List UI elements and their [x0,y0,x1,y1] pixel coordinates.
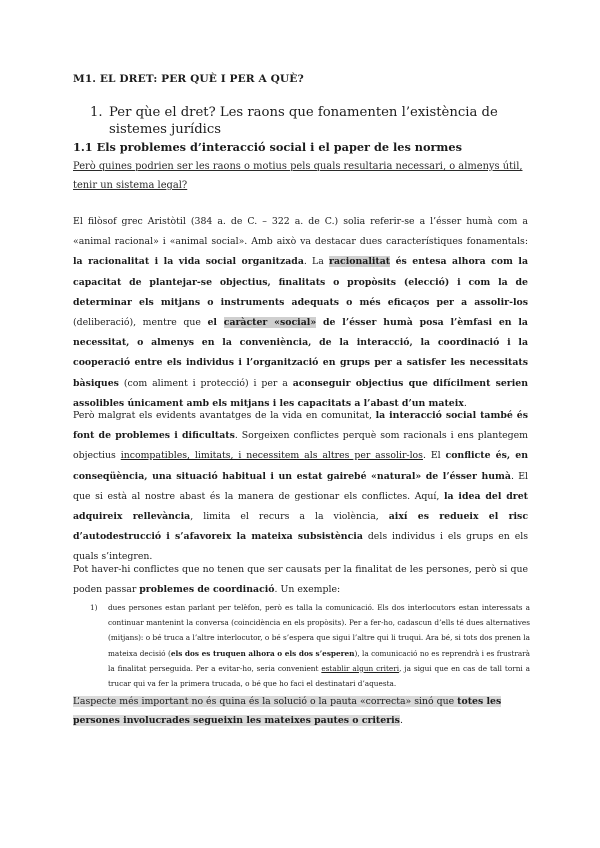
text-run: . La [303,256,330,268]
text-run: . Sorgeixen conflictes perquè som racionals i ens plantegem objectius [73,430,528,462]
bold-run: és entesa alhora com la capacitat de plantejar-se objectius, finalitats o propòsits (elecció) i com la de determinar els mitjans o instruments adequats o més eficaços per a assolir-los [73,256,529,308]
text-run: Pot haver-hi conflictes que no tenen que ser causats per la finalitat de les persones, però si que poden passar [73,564,528,596]
text-run: ), la comunicació no es reprendrà i es frustrarà la finalitat perseguida. Per a evitar-ho, seria convenient [108,648,531,673]
paragraph-conflict [73,406,528,568]
example-text [90,600,530,691]
highlighted-term: caràcter «social» [223,317,317,329]
text-run: . El que si està al nostre abast és la manera de gestionar els conflictes. Aquí, [73,470,529,502]
text-run: , ja sigui que en cas de tall torni a trucar qui va fer la primera trucada, o bé que ho faci el destinatari d’aquesta. [108,663,530,689]
bold-run: així es redueix el risc d’autodestrucció i s’afavoreix la mateixa subsistència [73,511,529,543]
paragraph-conclusion [73,692,531,730]
bold-run: de l’ésser humà posa l’èmfasi en la necessitat, o almenys en la conveniència, de la interacció, la coordinació i la cooperació entre els individus i l’organització en grups per a satisfer les necessitats bàsiques [73,317,528,389]
bold-run: la interacció social també és font de problemes i dificultats [73,410,528,442]
paragraph-coordination [73,560,528,600]
list-bullet: 1) [90,603,98,612]
text-run: . [463,397,467,409]
highlighted-conclusion [73,696,501,726]
bold-run: la idea del dret adquireix rellevància [73,490,528,523]
text-run: dues persones estan parlant per telèfon, però es talla la comunicació. Els dos interlocutors estan interessats a continuar mantenint la conversa (coincidència en els propòsits). Per a fer-ho, cadascun d’ells té dues alternatives (mitjans): o bé truca a l’altre interlocutor, o bé s’espera que sigui l’altre qui li truqui. Ara bé, si tots dos prenen la mateixa decisió ( [108,603,530,658]
text-run: Però malgrat els evidents avantatges de la vida en comunitat, [73,410,376,421]
text-run: dels individus i els grups en els quals s’integren. [73,531,529,563]
bold-run: els dos es truquen alhora o els dos s’esperen [170,648,355,658]
section-heading-text: Per qùe el dret? Les raons que fonamenten l’existència de sistemes jurídics [109,105,498,137]
text-run: El filòsof grec Aristòtil (384 a. de C. – 322 a. de C.) solia referir-se a l’ésser humà com a «animal racional» i «animal social». Amb això va destacar dues característiques fonamentals: [73,216,528,248]
example-list-item [90,600,530,691]
underlined-run: incompatibles, limitats, i necessitem als altres per assolir-los [120,450,423,462]
text-run: (deliberació), mentre que [73,317,208,329]
highlighted-term: racionalitat [329,256,391,268]
section-number: 1. [90,105,103,120]
text-run: . El [422,450,446,462]
text-run: (com aliment i protecció) i per a [118,377,293,389]
bold-run: problemes de coordinació [139,584,275,596]
bold-run: el [207,317,224,329]
bold-run: la racionalitat i la vida social organitzada [73,256,304,268]
subsection-heading: 1.1 Els problemes d’interacció social i el paper de les normes [73,140,462,154]
bold-run: aconseguir objectius que difícilment serien assolibles únicament amb els mitjans i les capacitats a l’abast d’un mateix [73,377,528,409]
section-heading [73,104,543,138]
guiding-question: Però quines podrien ser les raons o motius pels quals resultaria necessari, o almenys útil, tenir un sistema legal? [73,161,523,191]
bold-run: conflicte és, en conseqüència, una situació habitual i un estat gairebé «natural» de l’ésser humà [73,450,529,482]
text-run: L’aspecte més important no és quina és la solució o la pauta «correcta» sinó que [73,696,458,707]
text-run: , limita el recurs a la violència, [190,511,389,523]
paragraph-aristotle [73,212,528,414]
bold-run: totes les persones involucrades segueixin les mateixes pautes o criteris [73,696,502,726]
module-title: M1. EL DRET: PER QUÈ I PER A QUÈ? [73,73,304,85]
text-run: . Un exemple: [274,584,341,596]
text-run: . [399,715,403,726]
underlined-run: establir algun criteri [321,663,400,673]
